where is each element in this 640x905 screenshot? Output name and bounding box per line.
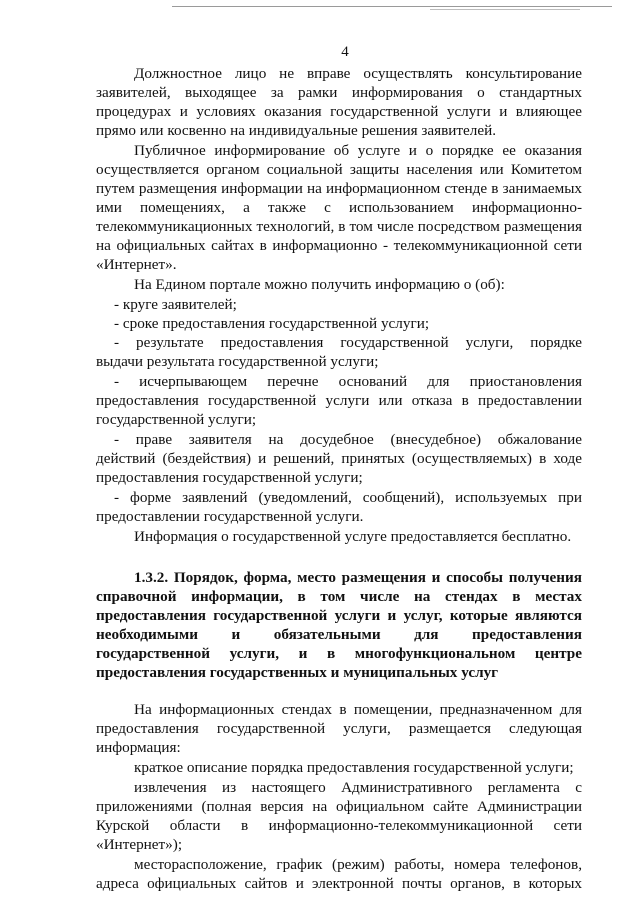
paragraph-line: телекоммуникационных технологий, в том числе посредством размещения <box>96 218 582 235</box>
list-item: - исчерпывающем перечне оснований для приостановления <box>114 373 582 390</box>
list-item-continuation: Курской области в информационно-телекоммуникационной сети <box>96 817 582 834</box>
paragraph-line: осуществляется органом социальной защиты населения или Комитетом <box>96 161 582 178</box>
paragraph-line: информация: <box>96 739 181 756</box>
section-heading-line: справочной информации, в том числе на стендах в местах <box>96 588 582 605</box>
section-heading-line: необходимыми и обязательными для предоставления <box>96 626 582 643</box>
list-item: краткое описание порядка предоставления государственной услуги; <box>134 759 574 776</box>
list-item-continuation: приложениями (полная версия на официальном сайте Администрации <box>96 798 582 815</box>
list-item: - сроке предоставления государственной услуги; <box>114 315 430 332</box>
list-item: месторасположение, график (режим) работы, номера телефонов, <box>134 856 582 873</box>
section-heading-line: предоставления государственной услуги и услуг, которые являются <box>96 607 582 624</box>
section-heading-line: предоставления государственных и муниципальных услуг <box>96 664 499 681</box>
free-info-line: Информация о государственной услуге предоставляется бесплатно. <box>134 528 572 545</box>
paragraph-line: предоставления государственной услуги, размещается следующая <box>96 720 582 737</box>
portal-intro: На Едином портале можно получить информацию о (об): <box>134 276 505 293</box>
top-border-line-secondary <box>430 9 580 10</box>
list-item-continuation: выдачи результата государственной услуги; <box>96 353 379 370</box>
top-border-line <box>172 6 612 7</box>
list-item-continuation: предоставления государственной услуги; <box>96 469 363 486</box>
list-item-continuation: предоставления государственной услуги или отказа в предоставлении <box>96 392 582 409</box>
paragraph-line: путем размещения информации на информационном стенде в занимаемых <box>96 180 582 197</box>
list-item: - форме заявлений (уведомлений, сообщений), используемых при <box>114 489 582 506</box>
list-item-continuation: государственной услуги; <box>96 411 257 428</box>
paragraph-line: ими помещениях, а также с использованием информационно- <box>96 199 582 216</box>
list-item: извлечения из настоящего Административного регламента с <box>134 779 582 796</box>
list-item-continuation: адреса официальных сайтов и электронной почты органов, в которых <box>96 875 582 892</box>
paragraph-line: прямо или косвенно на индивидуальные решения заявителей. <box>96 122 497 139</box>
list-item: - результате предоставления государственной услуги, порядке <box>114 334 582 351</box>
list-item-continuation: «Интернет»); <box>96 836 183 853</box>
paragraph-line: «Интернет». <box>96 256 177 273</box>
section-heading-line: 1.3.2. Порядок, форма, место размещения и способы получения <box>134 569 582 586</box>
list-item: - круге заявителей; <box>114 296 237 313</box>
list-item-continuation: предоставлении государственной услуги. <box>96 508 364 525</box>
paragraph-line: заявителей, выходящее за рамки информирования о стандартных <box>96 84 582 101</box>
list-item-continuation: действий (бездействия) и решений, принятых (осуществляемых) в ходе <box>96 450 582 467</box>
paragraph-line: на официальных сайтах в информационно - телекоммуникационной сети <box>96 237 582 254</box>
paragraph-line: На информационных стендах в помещении, предназначенном для <box>134 701 582 718</box>
list-item: - праве заявителя на досудебное (внесудебное) обжалование <box>114 431 582 448</box>
section-heading-line: государственной услуги, и в многофункциональном центре <box>96 645 582 662</box>
paragraph-line: Должностное лицо не вправе осуществлять консультирование <box>134 65 582 82</box>
paragraph-line: Публичное информирование об услуге и о порядке ее оказания <box>134 142 582 159</box>
paragraph-line: процедурах и условиях оказания государственной услуги и влияющее <box>96 103 582 120</box>
page-number: 4 <box>341 44 349 60</box>
